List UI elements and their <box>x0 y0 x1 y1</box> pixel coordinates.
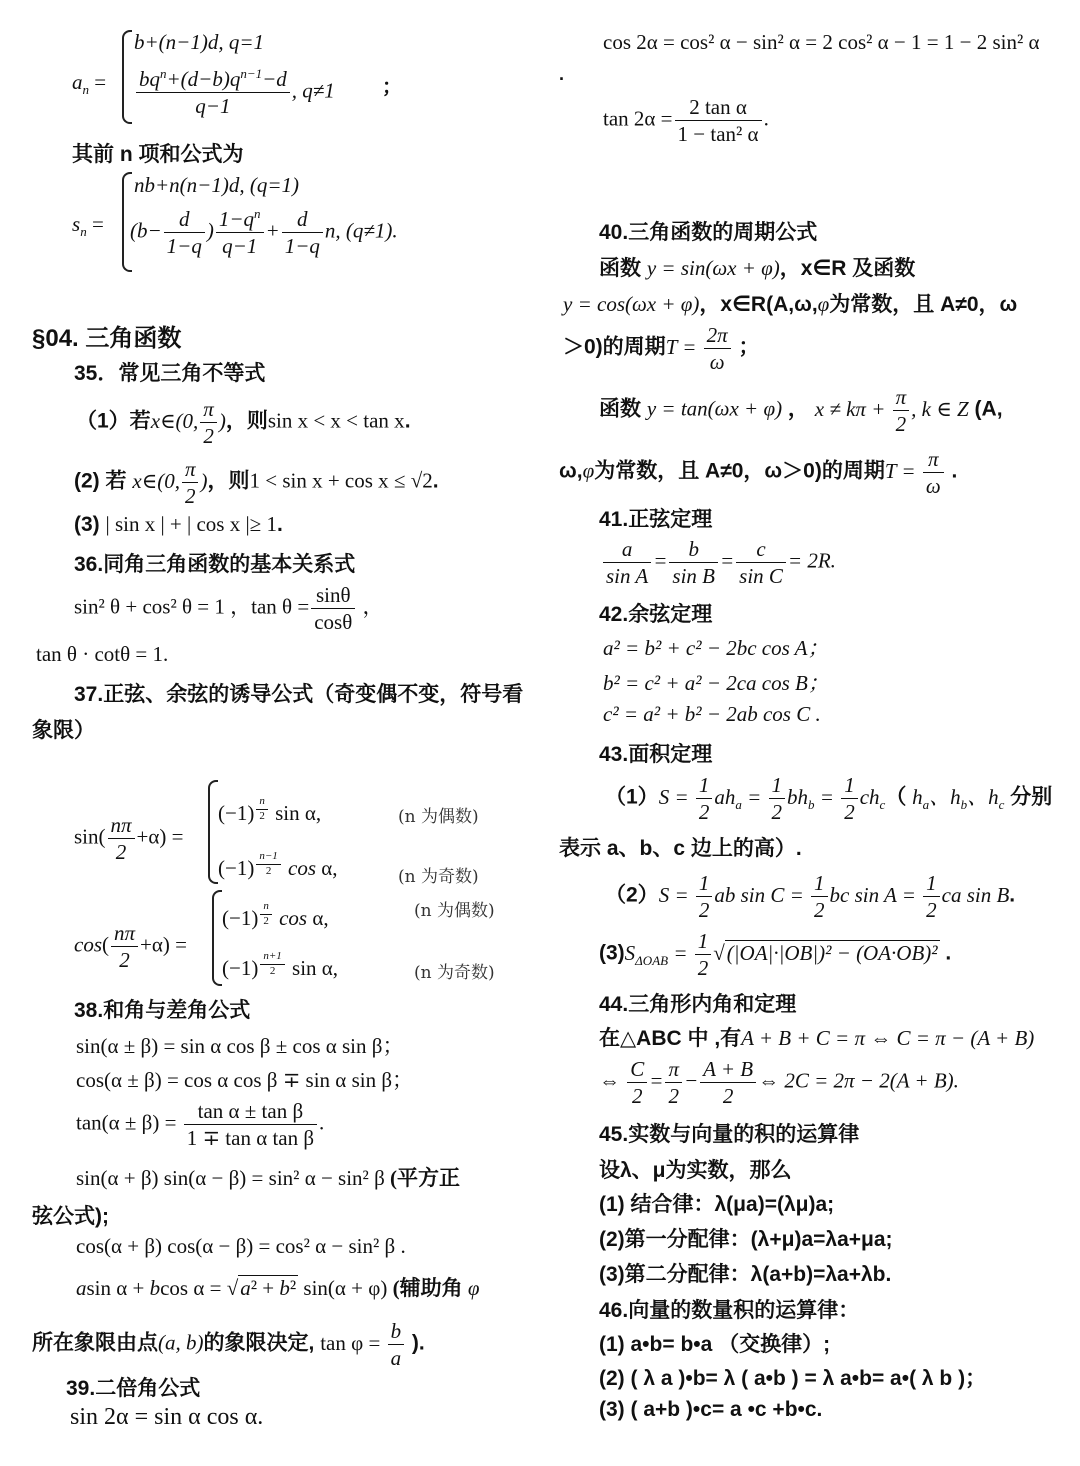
f39-2: cos 2α = cos² α − sin² α = 2 cos² α − 1 = 1 − 2 sin² α <box>603 30 1040 54</box>
h42: 42.余弦定理 <box>599 603 713 626</box>
t40-2: y = cos(ωx + φ)，x∈R(A,ω,φ为常数，且 A≠0，ω <box>563 292 1018 316</box>
an-case1: b+(n−1)d, q=1 <box>134 30 264 54</box>
t43-4: $(3)S_{\Delta OAB}$ = $\frac{1}{2}$ √(|OA|·|OB|)² − (OA·OB)² . <box>599 929 952 981</box>
note-even-1: (n 为偶数) <box>398 807 479 827</box>
f38-2: cos(α ± β) = cos α cos β ∓ sin α sin β； <box>76 1068 414 1092</box>
t44-2: ⇔ $\frac{C}{2}$ = $\frac{\pi}{2}$ − $\frac{A + B}{2}$ ⇔ 2C = 2π − 2(A + B). <box>599 1057 959 1109</box>
t43-3: （2）S = $\frac{1}{2}$ ab sin C = $\frac{1}{2}$ bc sin A = $\frac{1}{2}$ ca sin B. <box>605 871 1016 923</box>
sn-case1: nb+n(n−1)d, (q=1) <box>134 173 299 197</box>
h46: 46.向量的数量积的运算律： <box>599 1299 860 1322</box>
t46-3: (3) ( a+b )•c= a •c +b•c. <box>599 1398 823 1421</box>
section-title: §04. 三角函数 <box>32 325 182 352</box>
sin-brace <box>208 780 218 884</box>
h44: 44.三角形内角和定理 <box>599 993 797 1016</box>
an-label: $a_n$ = <box>72 70 107 98</box>
f42-3: c² = a² + b² − 2ab cos C . <box>603 702 821 726</box>
h37-1: 37.正弦、余弦的诱导公式（奇变偶不变，符号看 <box>74 683 524 706</box>
f38-4-cont: 弦公式); <box>32 1205 109 1228</box>
t44-1: 在△ABC 中 ,有A + B + C = π ⇔ C = π − (A + B) <box>599 1026 1035 1050</box>
t46-1: (1) a•b= b•a （交换律）; <box>599 1333 831 1356</box>
i36-line1: sin² θ + cos² θ = 1 ，tan θ = $\frac{\sin\theta}{\cos\theta}$ ， <box>74 583 384 635</box>
t43-2: 表示 a、b、c 边上的高）. <box>559 837 802 860</box>
t40-1: 函数 y = sin(ωx + φ)，x∈R 及函数 <box>599 256 916 280</box>
t43-1: （1）S = $\frac{1}{2}$ $ah_a$ = $\frac{1}{2}$ $bh_b$ = $\frac{1}{2}$ $ch_c$（ $h_a$、$h_b$、$h_c$ 分别 <box>605 773 1053 825</box>
sin-case-odd: (−1) $^{\frac{n-1}{2}}$ cos α, <box>218 850 338 880</box>
f42-2: b² = c² + a² − 2ca cos B； <box>603 671 829 695</box>
h36: 36.同角三角函数的基本关系式 <box>74 553 356 576</box>
t45-3: (3)第二分配律：λ(a+b)=λa+λb. <box>599 1263 892 1286</box>
h43: 43.面积定理 <box>599 743 713 766</box>
t40-4: 函数 y = tan(ωx + φ) ， x ≠ kπ + $\frac{\pi}{2}$ , k ∈ Z (A, <box>599 385 1003 437</box>
an-end: ； <box>382 76 402 98</box>
f38-6: asin α + bcos α = √a² + b² sin(α + φ) (辅助角 φ <box>76 1276 480 1300</box>
t46-2: (2) ( λ a )•b= λ ( a•b ) = λ a•b= a•( λ b )； <box>599 1367 987 1390</box>
cos-case-even: (−1) $^{\frac{n}{2}}$ cos α, <box>222 900 329 930</box>
f39-2-dot: . <box>559 64 565 84</box>
t45-0: 设λ、μ为实数，那么 <box>599 1159 792 1182</box>
an-case2: $bq^n+(d-b)q^{n-1}-d$ q−1 , q≠1 <box>134 66 335 120</box>
i35-1: （1）若x∈(0, $\frac{\pi}{2}$ )，则sin x < x < tan x. <box>76 397 411 449</box>
t40-3: ＞0)的周期T = $\frac{2\pi}{\omega}$ ； <box>563 323 760 375</box>
h41: 41.正弦定理 <box>599 508 713 531</box>
sn-label: $s_n$ = <box>72 212 104 240</box>
f39-3: tan 2α = $\frac{\text{2 tan α}}{\text{1 − tan² α}}$ . <box>603 95 769 147</box>
note-odd-1: (n 为奇数) <box>398 867 479 887</box>
h35: 35．常见三角不等式 <box>74 362 266 385</box>
note-even-2: (n 为偶数) <box>414 901 495 921</box>
h45: 45.实数与向量的积的运算律 <box>599 1123 860 1146</box>
f38-3: tan(α ± β) = $\frac{\text{tan α ± tan β}}{\text{1 ∓ tan α tan β}}$ . <box>76 1099 325 1151</box>
sn-case2: (b− $\frac{d}{1-q}$ ) $\frac{1-q^n}{q-1}$ + $\frac{d}{1-q}$ n, (q≠1). <box>130 206 398 259</box>
f42-1: a² = b² + c² − 2bc cos A； <box>603 636 829 660</box>
note-odd-2: (n 为奇数) <box>414 963 495 983</box>
cos-case-odd: (−1) $^{\frac{n+1}{2}}$ sin α, <box>222 950 339 980</box>
t45-2: (2)第一分配律：(λ+μ)a=λa+μa; <box>599 1228 893 1251</box>
h38: 38.和角与差角公式 <box>74 999 251 1022</box>
sin-induction-lhs: sin( $\frac{n\pi}{2}$ +α) = <box>74 813 184 865</box>
f38-1: sin(α ± β) = sin α cos β ± cos α sin β； <box>76 1034 404 1058</box>
f38-5: cos(α + β) cos(α − β) = cos² α − sin² β . <box>76 1234 406 1258</box>
sin-case-even: (−1) $^{\frac{n}{2}}$ sin α, <box>218 795 322 825</box>
f41: $\frac{a}{\text{sin A}}$ = $\frac{b}{\text{sin B}}$ = $\frac{c}{\text{sin C}}$ = 2R. <box>601 536 836 590</box>
h40: 40.三角函数的周期公式 <box>599 221 818 244</box>
f38-7: 所在象限由点(a, b)的象限决定, tan φ = $\frac{b}{a}$ ). <box>32 1319 425 1371</box>
cos-induction-lhs: cos( $\frac{n\pi}{2}$ +α) = <box>74 921 187 973</box>
i35-3: (3) | sin x | + | cos x |≥ 1. <box>74 512 283 536</box>
an-brace <box>122 30 132 124</box>
sum-title: 其前 n 项和公式为 <box>72 143 244 166</box>
t45-1: (1) 结合律：λ(μa)=(λμ)a; <box>599 1193 835 1216</box>
cos-brace <box>212 890 222 986</box>
f38-4: sin(α + β) sin(α − β) = sin² α − sin² β (平方正 <box>76 1166 461 1190</box>
f39-1: sin 2α = sin α cos α. <box>70 1404 264 1430</box>
h37-2: 象限） <box>32 719 95 742</box>
t40-5: ω,φ为常数，且 A≠0，ω＞0)的周期T = $\frac{\pi}{\omega}$ . <box>559 447 958 499</box>
i35-2: (2) 若 x∈(0, $\frac{\pi}{2}$ )，则1 < sin x + cos x ≤ √2. <box>74 457 439 509</box>
i36-line2: tan θ · cotθ = 1. <box>36 642 169 666</box>
h39: 39.二倍角公式 <box>66 1377 201 1400</box>
